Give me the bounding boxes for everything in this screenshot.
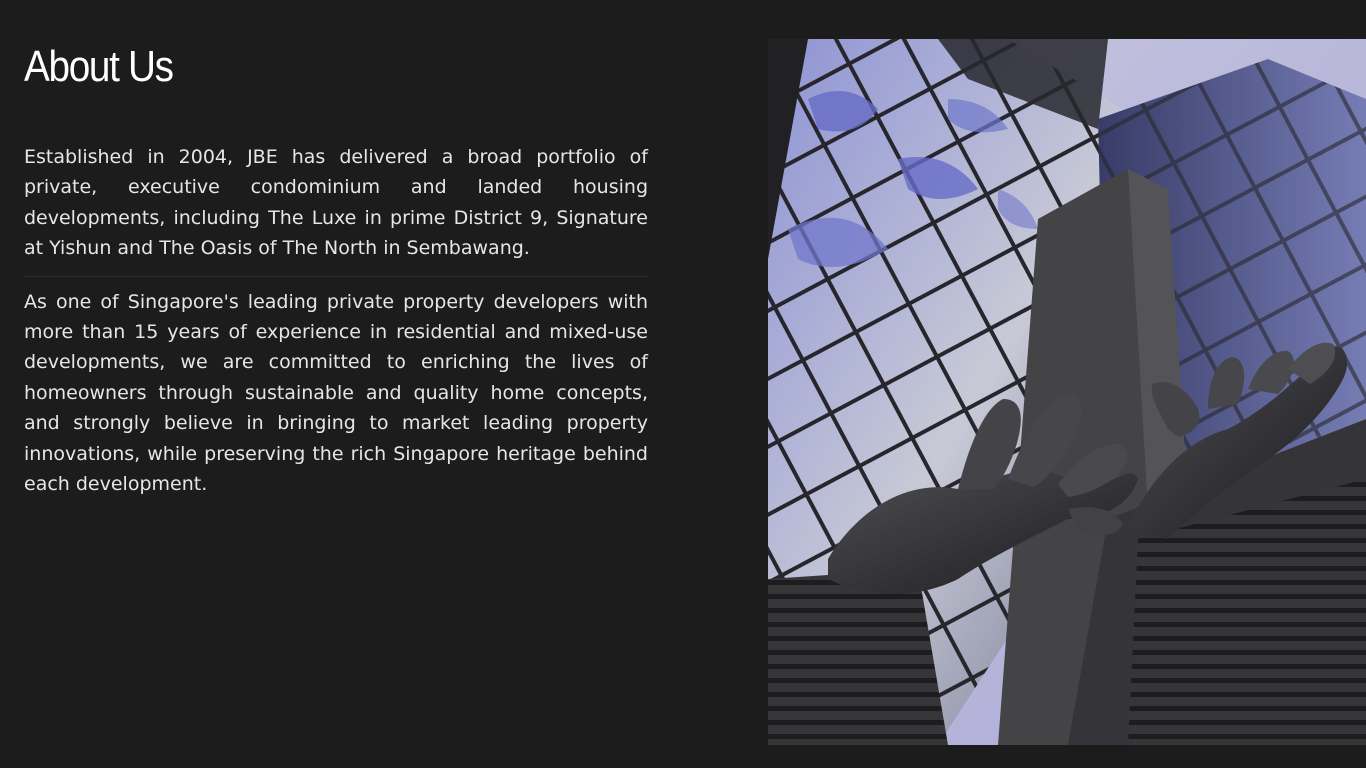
about-text-column [24, 36, 648, 499]
page-title: About Us [24, 42, 173, 91]
about-paragraph-1: Established in 2004, JBE has delivered a broad portfolio of private, executive condominium and landed housing developments, including The Luxe in prime District 9, Signature at Yishun and The Oasis of The North in Sembawang. [24, 146, 648, 260]
about-paragraph-2: As one of Singapore's leading private property developers with more than 15 years of experience in residential and mixed-use developments, we are committed to enriching the lives of homeowners through sustainable and quality home concepts, and strongly believe in bringing to market leading property innovations, while preserving the rich Singapore heritage behind each development. [24, 290, 648, 496]
paragraph-divider [24, 276, 648, 277]
building-sculpture-photo [768, 39, 1366, 745]
